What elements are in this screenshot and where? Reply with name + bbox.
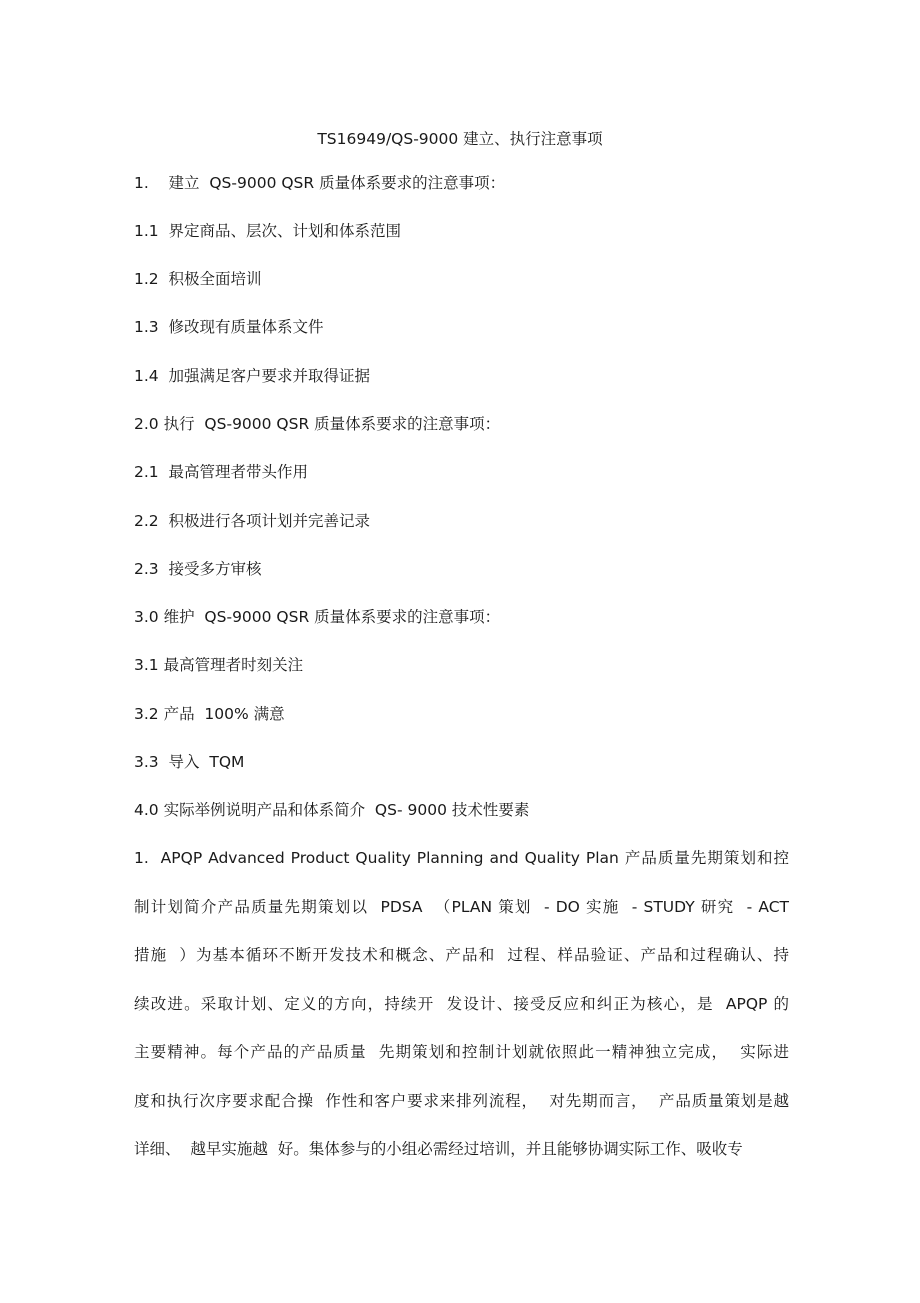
item-1-3: 1.3 修改现有质量体系文件: [134, 318, 324, 336]
paragraph-line: 续改进。采取计划、定义的方向，持续开 发设计、接受反应和纠正为核心，是 APQP 的: [134, 994, 789, 1013]
heading-2: 2.0 执行 QS-9000 QSR 质量体系要求的注意事项：: [134, 415, 501, 433]
item-2-2: 2.2 积极进行各项计划并完善记录: [134, 512, 371, 530]
item-3-2: 3.2 产品 100% 满意: [134, 705, 285, 723]
paragraph-line: 主要精神。每个产品的产品质量 先期策划和控制计划就依照此一精神独立完成， 实际进: [134, 1043, 789, 1061]
item-1-4: 1.4 加强满足客户要求并取得证据: [134, 367, 371, 385]
paragraph-line: 措施 ）为基本循环不断开发技术和概念、产品和 过程、样品验证、产品和过程确认、持: [134, 946, 789, 964]
paragraph-line: 1. APQP Advanced Product Quality Planning and Quality Plan 产品质量先期策划和控: [134, 849, 789, 867]
heading-4: 4.0 实际举例说明产品和体系简介 QS- 9000 技术性要素: [134, 801, 530, 819]
paragraph-line: 制计划简介产品质量先期策划以 PDSA （PLAN 策划 - DO 实施 - STUDY 研究 - ACT: [134, 897, 789, 916]
item-1-1: 1.1 界定商品、层次、计划和体系范围: [134, 222, 402, 240]
item-2-1: 2.1 最高管理者带头作用: [134, 463, 309, 481]
paragraph-line: 详细、 越早实施越 好。集体参与的小组必需经过培训，并且能够协调实际工作、吸收专: [134, 1140, 743, 1158]
document-title: TS16949/QS-9000 建立、执行注意事项: [317, 130, 603, 148]
item-2-3: 2.3 接受多方审核: [134, 560, 262, 578]
heading-1: 1. 建立 QS-9000 QSR 质量体系要求的注意事项：: [134, 174, 506, 192]
item-1-2: 1.2 积极全面培训: [134, 270, 262, 288]
paragraph-line: 度和执行次序要求配合操 作性和客户要求来排列流程， 对先期而言， 产品质量策划是越: [134, 1091, 789, 1110]
heading-3: 3.0 维护 QS-9000 QSR 质量体系要求的注意事项：: [134, 608, 501, 626]
item-3-3: 3.3 导入 TQM: [134, 753, 245, 771]
apqp-paragraph: [134, 846, 789, 1186]
item-3-1: 3.1 最高管理者时刻关注: [134, 656, 304, 674]
